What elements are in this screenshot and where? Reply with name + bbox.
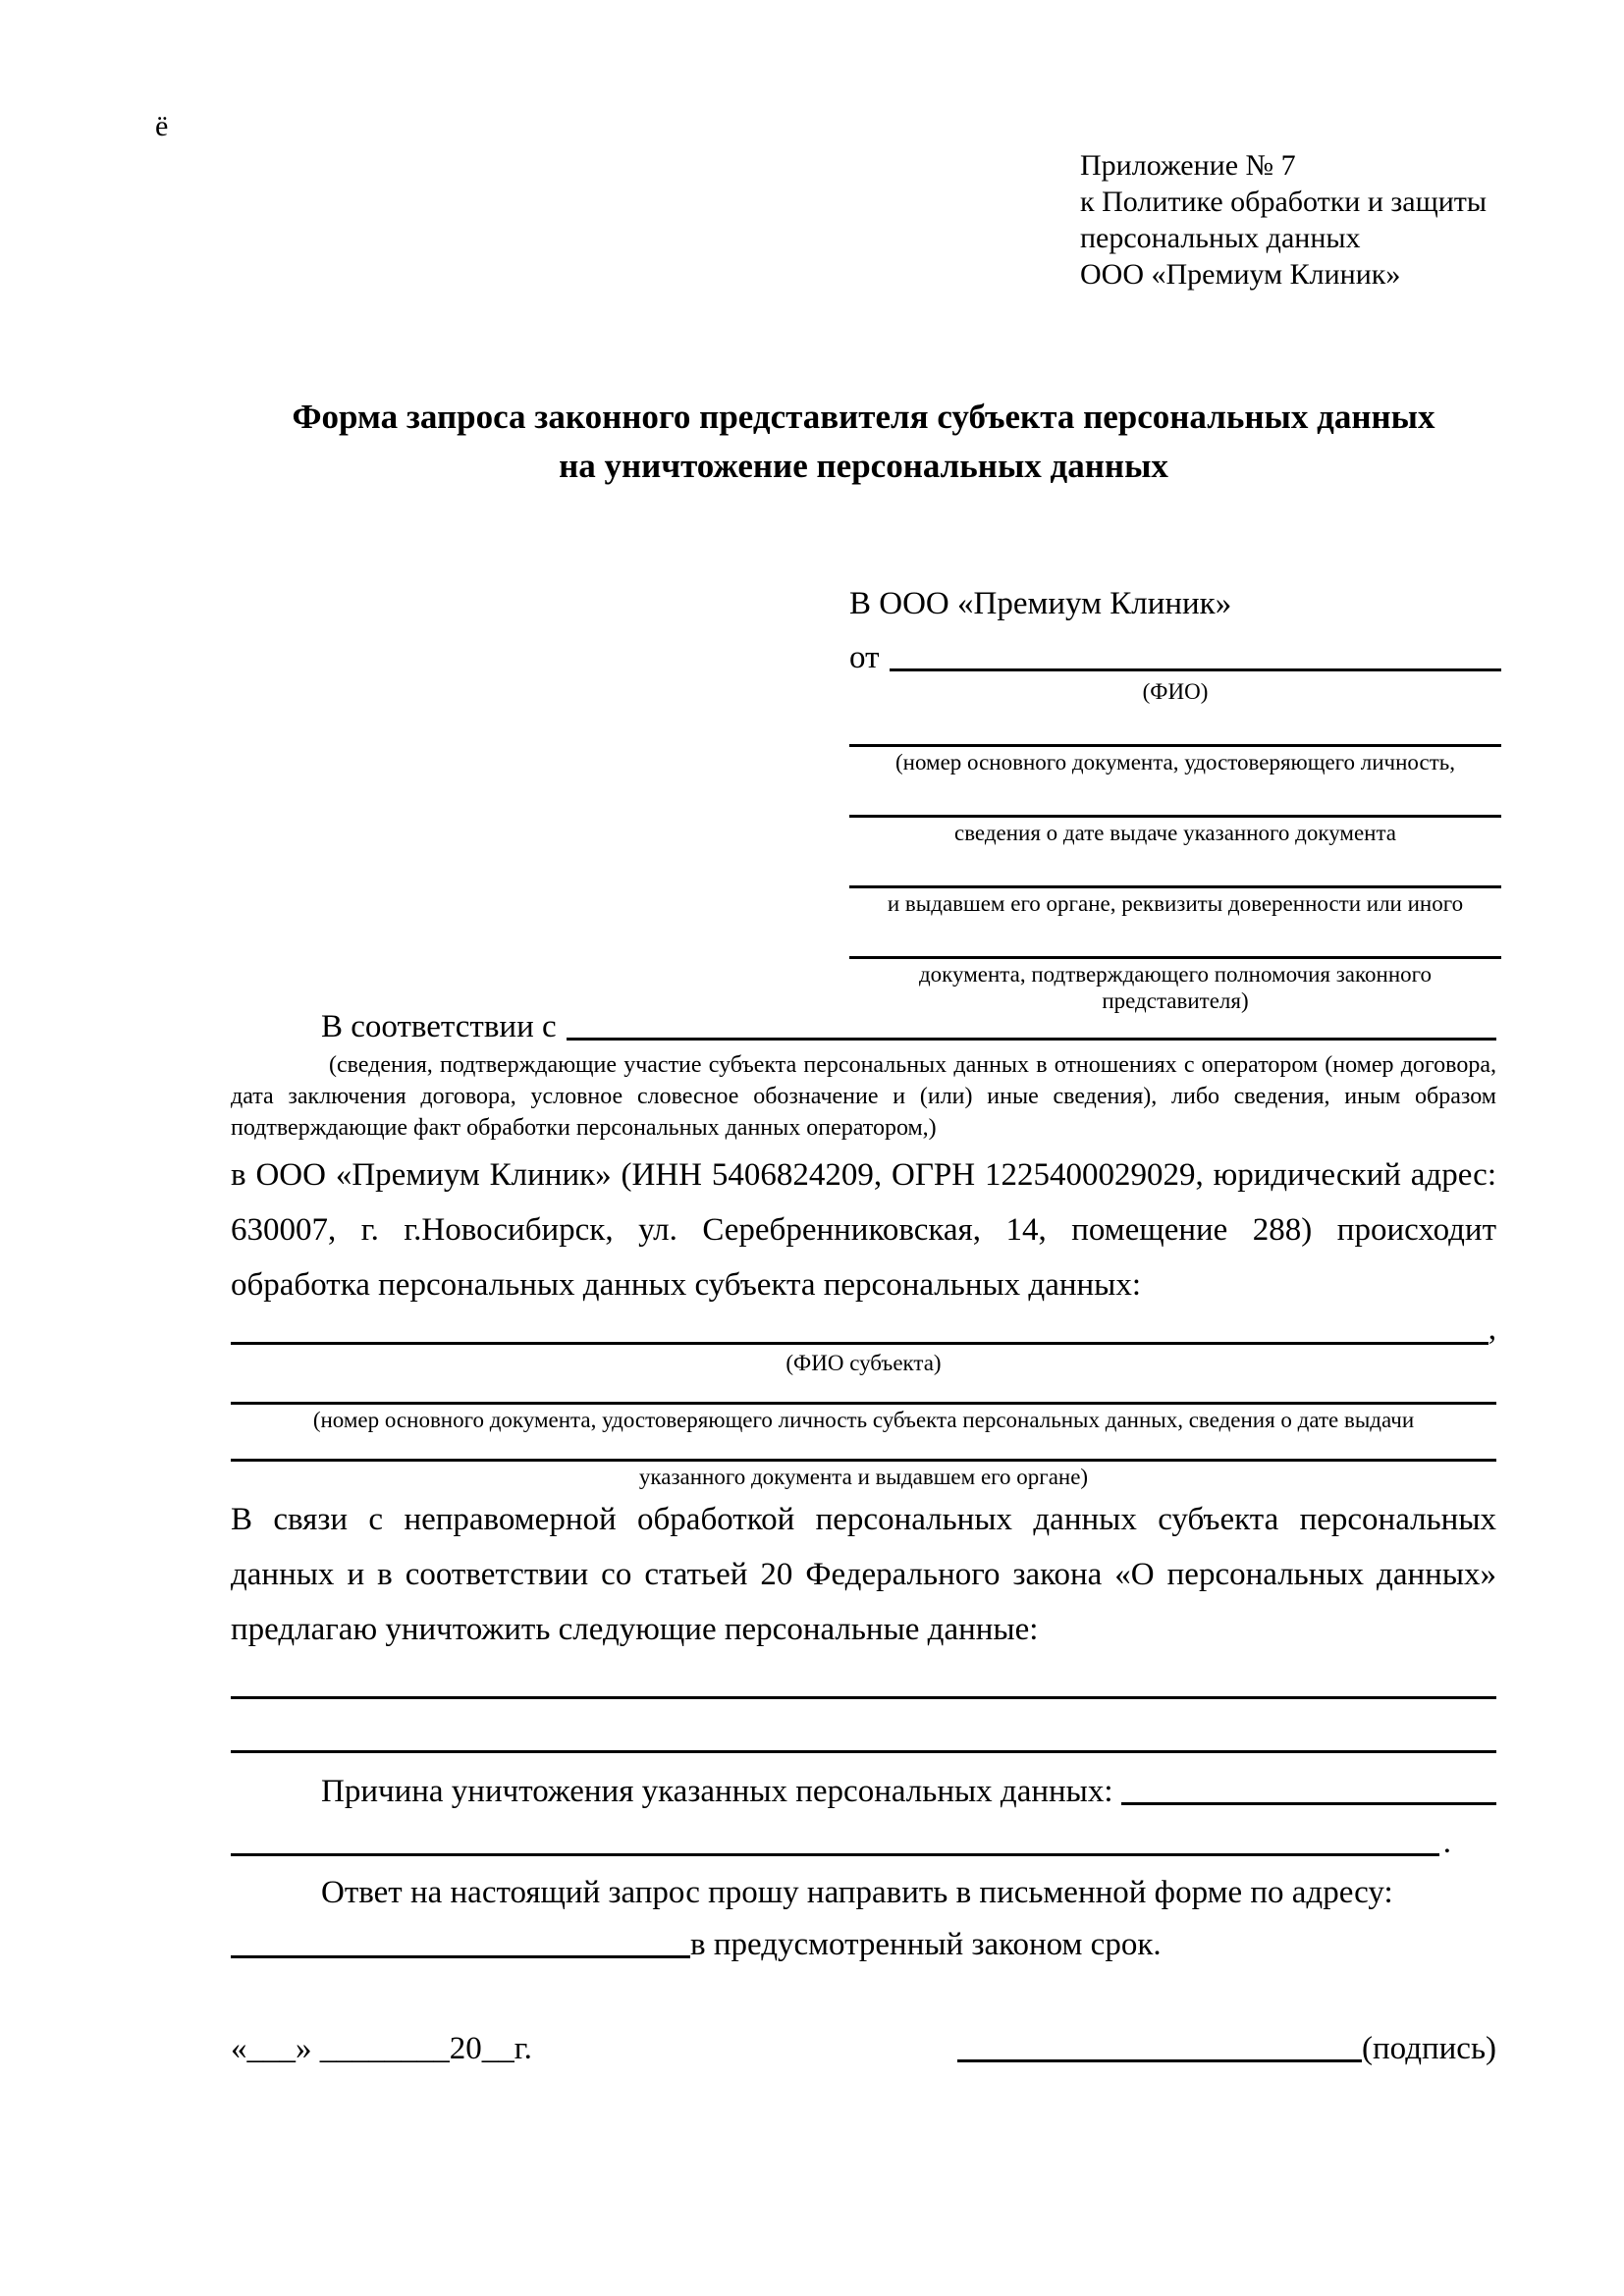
date-line: «___» ________20__г. — [231, 2031, 532, 2066]
data-blank-line-2 — [231, 1750, 1496, 1753]
doc-caption-2: сведения о дате выдаче указанного документа — [953, 821, 1397, 845]
subject-doc-blank-line-2 — [231, 1459, 1496, 1462]
addressee-block — [849, 586, 1501, 1014]
reply-address-row — [231, 1920, 1496, 1963]
data-blank-line-1 — [231, 1696, 1496, 1699]
addressee-org: В ООО «Премиум Клиник» — [849, 586, 1232, 621]
accordance-row — [231, 1009, 1496, 1045]
form-title — [231, 393, 1496, 491]
signature-group — [957, 2031, 1496, 2067]
reply-tail: в предусмотренный законом срок. — [690, 1927, 1162, 1962]
trailing-comma: , — [1488, 1311, 1496, 1347]
accordance-lead: В соответствии с — [321, 1009, 557, 1044]
subject-fio-caption: (ФИО субъекта) — [785, 1351, 942, 1375]
form-title-line-1: Форма запроса законного представителя субъекта персональных данных — [292, 398, 1435, 436]
accordance-blank-line — [567, 1038, 1496, 1041]
doc-blank-line-4 — [849, 956, 1501, 959]
doc-blank-line-3 — [849, 885, 1501, 888]
doc-blank-line-1 — [849, 744, 1501, 747]
from-label: от — [849, 640, 880, 675]
doc-caption-3: и выдавшем его органе, реквизиты доверенности или иного — [887, 891, 1464, 916]
from-blank-line — [890, 668, 1502, 671]
reply-address-blank-line — [231, 1955, 690, 1958]
signature-blank-line — [957, 2059, 1362, 2062]
reply-paragraph-text: Ответ на настоящий запрос прошу направить в письменной форме по адресу: — [321, 1875, 1393, 1910]
stray-char: ё — [155, 110, 169, 142]
appendix-line: ООО «Премиум Клиник» — [1080, 258, 1401, 291]
subject-doc-caption-1: (номер основного документа, удостоверяющего личность субъекта персональных данных, сведения о дате выдачи — [312, 1408, 1415, 1432]
form-body — [231, 1009, 1496, 2067]
fio-caption: (ФИО) — [1142, 679, 1209, 704]
appendix-note — [1080, 147, 1487, 293]
reply-paragraph — [231, 1865, 1496, 1920]
appendix-line: к Политике обработки и защиты — [1080, 186, 1488, 218]
form-title-line-2: на уничтожение персональных данных — [559, 447, 1168, 485]
subject-doc-blank-line-1 — [231, 1402, 1496, 1405]
subject-name-row — [231, 1311, 1496, 1348]
reason-blank-line — [1121, 1802, 1496, 1805]
signature-caption: (подпись) — [1362, 2031, 1496, 2066]
appendix-line: Приложение № 7 — [1080, 149, 1296, 182]
reason-lead: Причина уничтожения указанных персональных данных: — [321, 1774, 1113, 1809]
reason-continuation-row — [231, 1818, 1451, 1861]
doc-blank-line-2 — [849, 815, 1501, 818]
subject-doc-caption-2: указанного документа и выдавшем его органе) — [638, 1465, 1089, 1489]
subject-name-blank-line — [231, 1342, 1489, 1345]
doc-caption-1: (номер основного документа, удостоверяющего личность, — [894, 750, 1455, 774]
operator-paragraph: в ООО «Премиум Клиник» (ИНН 5406824209, ОГРН 1225400029029, юридический адрес: 630007, г. г.Новосибирск, ул. Серебренниковская, 14, помещение 288) происходит обработка персональных данных субъекта персональных данных: — [231, 1157, 1496, 1303]
from-row — [849, 640, 1501, 676]
accordance-note: (сведения, подтверждающие участие субъекта персональных данных в отношениях с оператором (номер договора, дата заключения договора, условное словесное обозначение и (или) иные сведения), либо сведения, иным образом подтверждающие факт обработки персональных данных оператором,) — [231, 1052, 1496, 1141]
trailing-period: . — [1442, 1825, 1451, 1860]
demand-paragraph: В связи с неправомерной обработкой персональных данных субъекта персональных данных и в соответствии со статьей 20 Федерального закона «О персональных данных» предлагаю уничтожить следующие персональные данные: — [231, 1502, 1496, 1647]
doc-caption-4: документа, подтверждающего полномочия законного представителя) — [918, 962, 1432, 1013]
reason-row — [231, 1763, 1496, 1810]
reason-continuation-blank-line — [231, 1853, 1439, 1856]
footer-row — [231, 2020, 1496, 2067]
appendix-line: персональных данных — [1080, 222, 1361, 254]
